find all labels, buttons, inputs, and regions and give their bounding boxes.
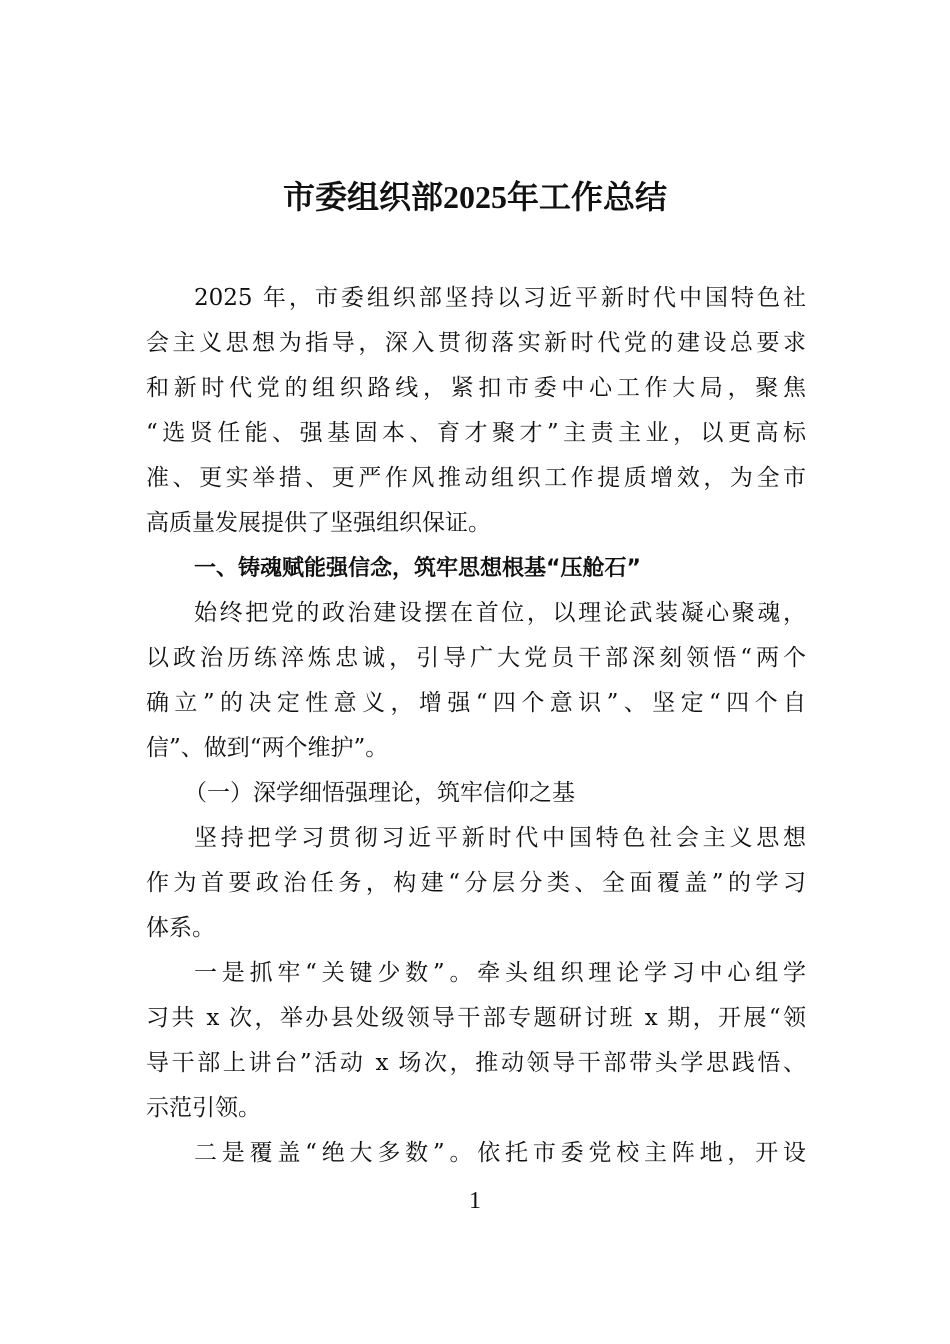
text-line: 坚持把学习贯彻习近平新时代中国特色社会主义思想 [194,825,806,851]
section-paragraph [146,591,806,771]
subsection-heading-1: （一）深学细悟强理论，筑牢信仰之基 [184,780,575,806]
document-title: 市委组织部2025年工作总结 [282,179,667,215]
text-line: 始终把党的政治建设摆在首位，以理论武装凝心聚魂， [194,600,806,626]
point-two-paragraph [146,1131,806,1176]
text-line: 2025 年，市委组织部坚持以习近平新时代中国特色社 [194,285,806,311]
text-line: 准、更实举措、更严作风推动组织工作提质增效，为全市 [146,465,806,491]
text-line: 体系。 [146,915,215,941]
text-line: 会主义思想为指导，深入贯彻落实新时代党的建设总要求 [146,330,806,356]
point-one-paragraph [146,951,806,1131]
text-line: 二是覆盖“绝大多数”。依托市委党校主阵地，开设 [194,1140,806,1166]
document-body [146,276,806,1176]
text-line: “选贤任能、强基固本、育才聚才”主责主业，以更高标 [146,420,806,446]
text-line: 确立”的决定性意义，增强“四个意识”、坚定“四个自 [146,690,806,716]
text-line: 以政治历练淬炼忠诚，引导广大党员干部深刻领悟“两个 [146,645,806,671]
intro-paragraph [146,276,806,546]
section-heading-1: 一、铸魂赋能强信念，筑牢思想根基“压舱石” [194,556,641,581]
subsection-paragraph [146,816,806,951]
text-line: 示范引领。 [146,1095,261,1121]
text-line: 作为首要政治任务，构建“分层分类、全面覆盖”的学习 [146,870,806,896]
text-line: 导干部上讲台”活动 x 场次，推动领导干部带头学思践悟、 [146,1050,806,1076]
text-line: 高质量发展提供了坚强组织保证。 [146,510,491,536]
text-line: 习共 x 次，举办县处级领导干部专题研讨班 x 期，开展“领 [146,1005,806,1031]
text-line: 一是抓牢“关键少数”。牵头组织理论学习中心组学 [194,960,806,986]
page-number: 1 [469,1188,481,1214]
text-line: 和新时代党的组织路线，紧扣市委中心工作大局，聚焦 [146,375,806,401]
text-line: 信”、做到“两个维护”。 [146,735,389,761]
